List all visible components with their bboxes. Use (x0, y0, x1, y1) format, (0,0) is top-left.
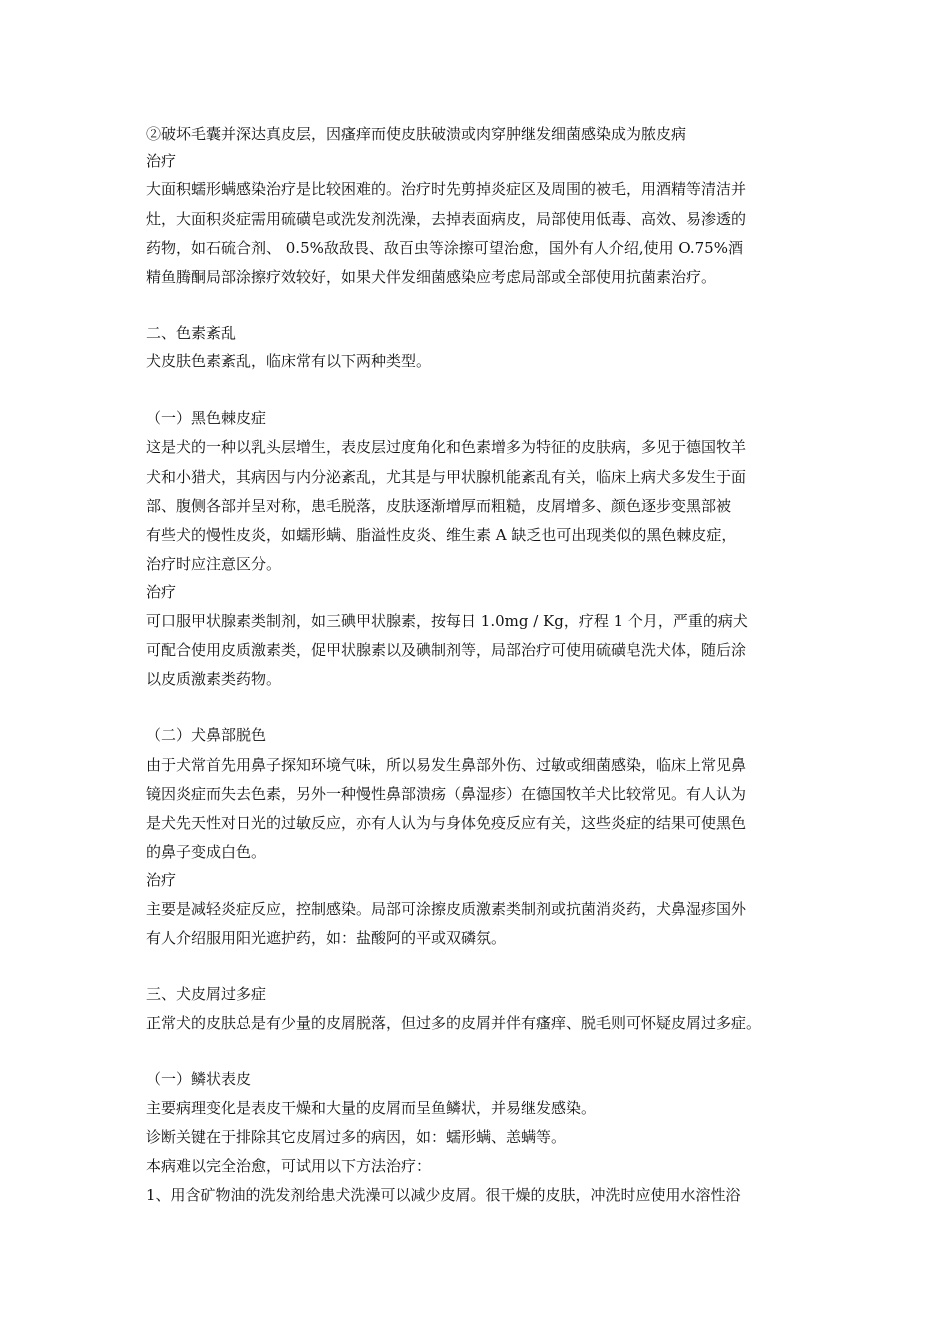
section-heading: 三、犬皮屑过多症 (146, 985, 267, 1003)
text-line: 由于犬常首先用鼻子探知环境气味，所以易发生鼻部外伤、过敏或细菌感染，临床上常见鼻 (146, 756, 747, 774)
text-line: 主要是减轻炎症反应，控制感染。局部可涂擦皮质激素类制剂或抗菌消炎药，犬鼻湿疹国外 (146, 900, 747, 918)
text-line: 精鱼腾酮局部涂擦疗效较好，如果犬伴发细菌感染应考虑局部或全部使用抗菌素治疗。 (146, 268, 717, 286)
text-line: 可配合使用皮质激素类，促甲状腺素以及碘制剂等，局部治疗可使用硫磺皂洗犬体，随后涂 (146, 641, 747, 659)
text-line: 这是犬的一种以乳头层增生，表皮层过度角化和色素增多为特征的皮肤病，多见于德国牧羊 (146, 438, 747, 456)
text-line: 灶，大面积炎症需用硫磺皂或洗发剂洗澡，去掉表面病皮，局部使用低毒、高效、易渗透的 (146, 210, 747, 228)
text-line: 犬和小猎犬，其病因与内分泌紊乱，尤其是与甲状腺机能紊乱有关，临床上病犬多发生于面 (146, 468, 747, 486)
text-line: 本病难以完全治愈，可试用以下方法治疗： (146, 1157, 432, 1175)
text-line: 治疗时应注意区分。 (146, 555, 282, 573)
subsection-heading: （一）黑色棘皮症 (146, 409, 267, 427)
section-heading-treatment: 治疗 (146, 583, 177, 601)
text-line: 有些犬的慢性皮炎，如蠕形螨、脂溢性皮炎、维生素 A 缺乏也可出现类似的黑色棘皮症， (146, 526, 737, 544)
section-heading: 二、色素紊乱 (146, 324, 237, 342)
subsection-heading: （二）犬鼻部脱色 (146, 726, 267, 744)
text-line: 大面积蠕形螨感染治疗是比较困难的。治疗时先剪掉炎症区及周围的被毛，用酒精等清洁并 (146, 180, 747, 198)
section-heading-treatment: 治疗 (146, 152, 177, 170)
section-heading-treatment: 治疗 (146, 871, 177, 889)
text-line: 正常犬的皮肤总是有少量的皮屑脱落，但过多的皮屑并伴有瘙痒、脱毛则可怀疑皮屑过多症。 (146, 1014, 762, 1032)
text-line: 1、用含矿物油的洗发剂给患犬洗澡可以减少皮屑。很干燥的皮肤，冲洗时应使用水溶性浴 (146, 1186, 741, 1204)
text-line: 药物，如石硫合剂、 0.5%敌敌畏、敌百虫等涂擦可望治愈，国外有人介绍,使用 O.75%酒 (146, 239, 743, 257)
text-line: 以皮质激素类药物。 (146, 670, 282, 688)
text-line: 是犬先天性对日光的过敏反应，亦有人认为与身体免疫反应有关，这些炎症的结果可使黑色 (146, 814, 747, 832)
text-line: 有人介绍服用阳光遮护药，如：盐酸阿的平或双磷氛。 (146, 929, 507, 947)
subsection-heading: （一）鳞状表皮 (146, 1070, 252, 1088)
text-line: 可口服甲状腺素类制剂，如三碘甲状腺素，按每日 1.0mg / Kg，疗程 1 个月，严重的病犬 (146, 612, 748, 630)
text-line: 犬皮肤色素紊乱，临床常有以下两种类型。 (146, 352, 432, 370)
text-line: 主要病理变化是表皮干燥和大量的皮屑而呈鱼鳞状，并易继发感染。 (146, 1099, 597, 1117)
text-line: 的鼻子变成白色。 (146, 843, 267, 861)
text-line: 镜因炎症而失去色素，另外一种慢性鼻部溃疡（鼻湿疹）在德国牧羊犬比较常见。有人认为 (146, 785, 747, 803)
text-line: 部、腹侧各部并呈对称，患毛脱落，皮肤逐渐增厚而粗糙，皮屑增多、颜色逐步变黑部被 (146, 497, 732, 515)
text-line: 诊断关键在于排除其它皮屑过多的病因，如：蠕形螨、恙螨等。 (146, 1128, 567, 1146)
text-line: ②破坏毛囊并深达真皮层，因瘙痒而使皮肤破溃或肉穿肿继发细菌感染成为脓皮病 (146, 125, 687, 143)
